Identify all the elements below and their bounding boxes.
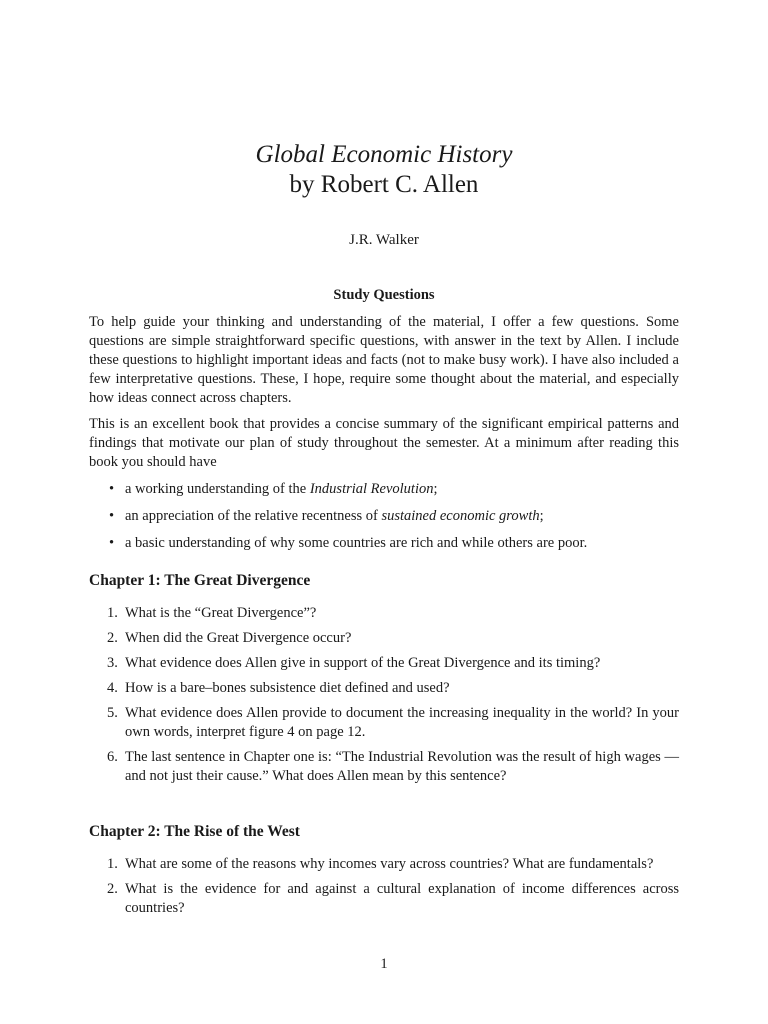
list-item xyxy=(89,748,679,786)
question-text: When did the Great Divergence occur? xyxy=(125,630,352,646)
study-questions-heading: Study Questions xyxy=(333,287,435,303)
intro-paragraph-1: To help guide your thinking and understanding of the material, I offer a few questions. Some questions are simple straightforward specific questions, with answer in the text by Allen. I include these questions to highlight important ideas and facts (not to make busy work). I have also included a few interpretative questions. These, I hope, require some thought about the material, and especially how ideas connect across chapters. xyxy=(89,314,679,406)
bullet-punct: ; xyxy=(433,481,438,497)
bullet-punct: ; xyxy=(539,508,544,524)
list-item xyxy=(89,604,679,623)
question-number: 1. xyxy=(107,605,118,621)
question-text: What are some of the reasons why incomes vary across countries? What are fundamentals? xyxy=(125,856,654,872)
document-title: Global Economic History xyxy=(255,141,513,168)
list-item xyxy=(89,534,679,553)
bullet-emphasis: sustained economic growth xyxy=(381,508,540,524)
question-number: 3. xyxy=(107,655,118,671)
learning-goals-list xyxy=(89,480,679,553)
question-text: What evidence does Allen provide to document the increasing inequality in the world? In your own words, interpret figure 4 on page 12. xyxy=(125,705,679,740)
list-item xyxy=(89,507,679,526)
bullet-text: a basic understanding of why some countries are rich and while others are poor. xyxy=(125,535,588,551)
list-item xyxy=(89,654,679,673)
list-item xyxy=(89,679,679,698)
intro-section xyxy=(89,313,679,561)
chapter-1-section xyxy=(89,571,679,792)
list-item xyxy=(89,855,679,874)
question-text: How is a bare–bones subsistence diet defined and used? xyxy=(125,680,450,696)
question-number: 4. xyxy=(107,680,118,696)
bullet-icon: • xyxy=(109,481,115,497)
bullet-emphasis: Industrial Revolution xyxy=(309,481,434,497)
question-text: What is the evidence for and against a cultural explanation of income differences across countries? xyxy=(125,881,679,916)
author-name: J.R. Walker xyxy=(349,232,419,248)
chapter-2-questions xyxy=(89,855,679,918)
question-number: 1. xyxy=(107,856,118,872)
chapter-1-heading: Chapter 1: The Great Divergence xyxy=(89,572,311,589)
question-number: 6. xyxy=(107,749,118,765)
bullet-text: an appreciation of the relative recentness of xyxy=(125,508,382,524)
page-number: 1 xyxy=(380,956,388,972)
question-number: 2. xyxy=(107,630,118,646)
question-number: 2. xyxy=(107,881,118,897)
chapter-1-questions xyxy=(89,604,679,786)
question-text: What is the “Great Divergence”? xyxy=(125,605,317,621)
bullet-text: a working understanding of the xyxy=(125,481,310,497)
question-number: 5. xyxy=(107,705,118,721)
intro-paragraph-2: This is an excellent book that provides a concise summary of the significant empirical patterns and findings that motivate our plan of study throughout the semester. At a minimum after reading this book you should have xyxy=(89,416,679,470)
chapter-2-section xyxy=(89,822,679,924)
list-item xyxy=(89,480,679,499)
bullet-icon: • xyxy=(109,535,115,551)
list-item xyxy=(89,629,679,648)
question-text: The last sentence in Chapter one is: “The Industrial Revolution was the result of high wages — and not just their cause.” What does Allen mean by this sentence? xyxy=(125,749,679,784)
bullet-icon: • xyxy=(109,508,115,524)
question-text: What evidence does Allen give in support of the Great Divergence and its timing? xyxy=(125,655,601,671)
chapter-2-heading: Chapter 2: The Rise of the West xyxy=(89,823,300,840)
document-subtitle: by Robert C. Allen xyxy=(289,171,479,198)
list-item xyxy=(89,704,679,742)
title-block xyxy=(0,140,768,200)
list-item xyxy=(89,880,679,918)
